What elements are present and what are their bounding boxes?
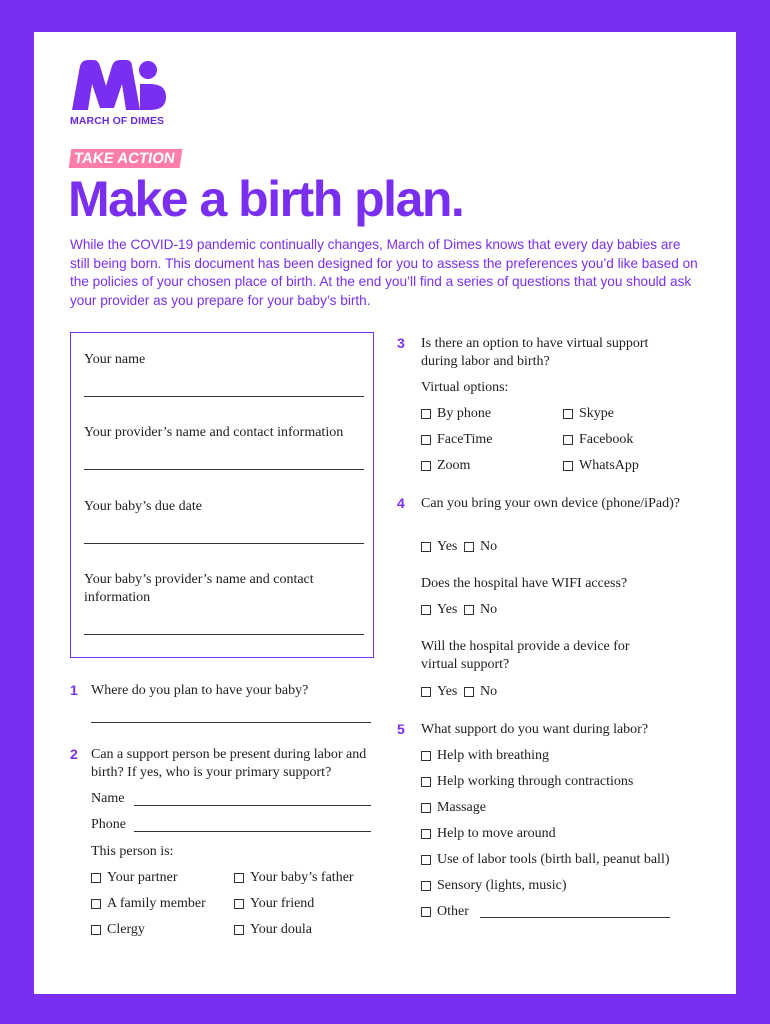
q2-text: Can a support person be present during labor and birth? If yes, who is your primary support?	[91, 747, 367, 780]
march-of-dimes-logo	[70, 58, 180, 158]
q5-option-move[interactable]: Help to move around	[421, 825, 556, 843]
checkbox[interactable]	[563, 461, 573, 471]
checkbox[interactable]	[421, 542, 431, 552]
checkbox[interactable]	[421, 803, 431, 813]
q5-number: 5	[397, 721, 405, 737]
q4-wifi-text: Does the hospital have WIFI access?	[421, 576, 628, 591]
checkbox[interactable]	[421, 435, 431, 445]
q4-wifi-no[interactable]: No	[464, 601, 497, 619]
q4-device-yes[interactable]: Yes	[421, 683, 457, 701]
q2-name-line[interactable]	[134, 805, 371, 806]
provider-label: Your provider’s name and contact information	[84, 425, 344, 440]
checkbox[interactable]	[234, 899, 244, 909]
info-box	[70, 332, 374, 658]
q4-own-device-yes[interactable]: Yes	[421, 538, 457, 556]
page-title: Make a birth plan.	[68, 171, 464, 227]
baby-provider-line[interactable]	[84, 634, 364, 635]
checkbox[interactable]	[563, 409, 573, 419]
q2-option-partner[interactable]: Your partner	[91, 869, 178, 887]
q2-option-doula[interactable]: Your doula	[234, 921, 312, 939]
q2-person-label: This person is:	[91, 844, 174, 859]
checkbox[interactable]	[234, 925, 244, 935]
q3-option-phone[interactable]: By phone	[421, 405, 491, 423]
q3-text: Is there an option to have virtual support during labor and birth?	[421, 336, 649, 369]
checkbox[interactable]	[464, 605, 474, 615]
checkbox[interactable]	[421, 881, 431, 891]
q2-number: 2	[70, 746, 78, 762]
q5-option-massage[interactable]: Massage	[421, 799, 486, 817]
q3-option-facebook[interactable]: Facebook	[563, 431, 633, 449]
q3-option-whatsapp[interactable]: WhatsApp	[563, 457, 639, 475]
q2-phone-label: Phone	[91, 817, 126, 832]
checkbox[interactable]	[421, 777, 431, 787]
checkbox[interactable]	[563, 435, 573, 445]
q2-option-father[interactable]: Your baby’s father	[234, 869, 354, 887]
take-action-tag: TAKE ACTION	[69, 149, 182, 168]
q2-option-clergy[interactable]: Clergy	[91, 921, 145, 939]
q5-option-sensory[interactable]: Sensory (lights, music)	[421, 877, 567, 895]
q4-number: 4	[397, 495, 405, 511]
provider-line[interactable]	[84, 469, 364, 470]
q1-answer-line[interactable]	[91, 722, 371, 723]
q2-phone-line[interactable]	[134, 831, 371, 832]
checkbox[interactable]	[91, 925, 101, 935]
q2-option-friend[interactable]: Your friend	[234, 895, 314, 913]
q5-text: What support do you want during labor?	[421, 722, 649, 737]
q1-text: Where do you plan to have your baby?	[91, 683, 309, 698]
checkbox[interactable]	[421, 907, 431, 917]
checkbox[interactable]	[421, 605, 431, 615]
q3-option-zoom[interactable]: Zoom	[421, 457, 470, 475]
checkbox[interactable]	[234, 873, 244, 883]
checkbox[interactable]	[464, 687, 474, 697]
q5-option-contractions[interactable]: Help working through contractions	[421, 773, 633, 791]
form-page	[34, 32, 736, 994]
q2-name-label: Name	[91, 791, 125, 806]
checkbox[interactable]	[421, 751, 431, 761]
checkbox[interactable]	[421, 687, 431, 697]
due-date-line[interactable]	[84, 543, 364, 544]
q4-device-text: Will the hospital provide a device for virtual support?	[421, 639, 630, 672]
intro-paragraph: While the COVID-19 pandemic continually changes, March of Dimes knows that every day babies are still being born. This document has been designed for you to assess the preferences you’d like based on the policies of your chosen place of birth. At the end you’ll find a series of questions that you should ask your provider as you prepare for your baby’s birth.	[70, 237, 698, 308]
q3-option-skype[interactable]: Skype	[563, 405, 614, 423]
logo-wordmark: MARCH OF DIMES	[70, 115, 165, 127]
q1-number: 1	[70, 682, 78, 698]
your-name-line[interactable]	[84, 396, 364, 397]
q3-number: 3	[397, 335, 405, 351]
checkbox[interactable]	[421, 829, 431, 839]
q3-option-facetime[interactable]: FaceTime	[421, 431, 492, 449]
checkbox[interactable]	[421, 461, 431, 471]
q5-option-labor-tools[interactable]: Use of labor tools (birth ball, peanut ball)	[421, 851, 670, 869]
q5-other-line[interactable]	[480, 917, 670, 918]
q4-device-no[interactable]: No	[464, 683, 497, 701]
q3-virtual-label: Virtual options:	[421, 380, 509, 395]
checkbox[interactable]	[91, 873, 101, 883]
q2-option-family[interactable]: A family member	[91, 895, 206, 913]
your-name-label: Your name	[84, 352, 146, 367]
due-date-label: Your baby’s due date	[84, 499, 202, 514]
checkbox[interactable]	[91, 899, 101, 909]
q4-text: Can you bring your own device (phone/iPad)?	[421, 496, 680, 511]
q4-wifi-yes[interactable]: Yes	[421, 601, 457, 619]
q5-option-other[interactable]: Other	[421, 903, 469, 921]
q5-option-breathing[interactable]: Help with breathing	[421, 747, 549, 765]
q4-own-device-no[interactable]: No	[464, 538, 497, 556]
baby-provider-label: Your baby’s provider’s name and contact information	[84, 572, 314, 605]
checkbox[interactable]	[464, 542, 474, 552]
checkbox[interactable]	[421, 855, 431, 865]
checkbox[interactable]	[421, 409, 431, 419]
